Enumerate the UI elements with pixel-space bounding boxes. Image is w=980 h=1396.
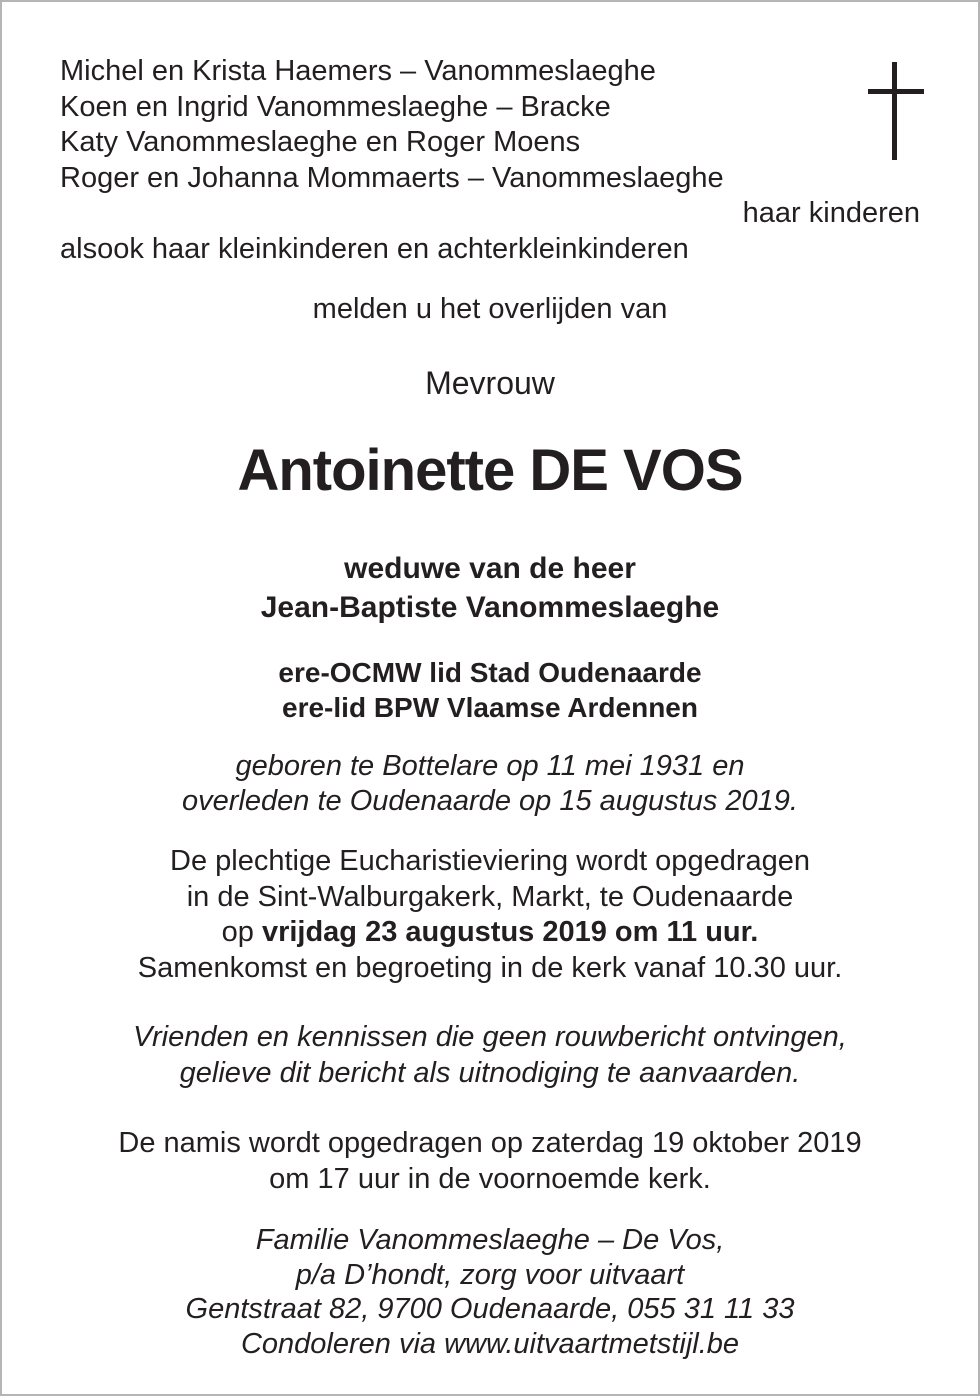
service-date-prefix: op — [221, 916, 262, 948]
family-member-line: Katy Vanommeslaeghe en Roger Moens — [60, 126, 581, 158]
service-location: in de Sint-Walburgakerk, Markt, te Oudenaarde — [186, 880, 794, 913]
announcement-text: melden u het overlijden van — [312, 293, 668, 325]
family-list — [60, 54, 920, 267]
gathering-line: Samenkomst en begroeting in de kerk vanaf 10.30 uur. — [137, 951, 843, 984]
family-member-line: Michel en Krista Haemers – Vanommeslaeghe — [60, 55, 656, 87]
honor-line: ere-OCMW lid Stad Oudenaarde — [278, 657, 702, 688]
widow-block — [2, 549, 978, 627]
title-prefix: Mevrouw — [425, 365, 555, 401]
invitation-line: gelieve dit bericht als uitnodiging te aanvaarden. — [179, 1056, 801, 1089]
invitation-note — [2, 1020, 978, 1091]
family-relation: haar kinderen — [742, 197, 920, 229]
namis-line: De namis wordt opgedragen op zaterdag 19 oktober 2019 — [118, 1127, 862, 1159]
honors-block — [2, 655, 978, 725]
invitation-line: Vrienden en kennissen die geen rouwbericht ontvingen, — [133, 1021, 847, 1053]
contact-block — [2, 1223, 978, 1361]
birth-line: geboren te Bottelare op 11 mei 1931 en — [235, 750, 745, 782]
family-member-line: Roger en Johanna Mommaerts – Vanommeslaeghe — [60, 161, 724, 194]
namis-line: om 17 uur in de voornoemde kerk. — [269, 1162, 711, 1195]
funeral-service — [2, 844, 978, 986]
contact-address: Gentstraat 82, 9700 Oudenaarde, 055 31 11 33 — [185, 1293, 795, 1325]
namis-note — [2, 1126, 978, 1197]
grandchildren-line: alsook haar kleinkinderen en achterkleinkinderen — [60, 232, 689, 265]
service-date-line — [2, 915, 978, 951]
death-line: overleden te Oudenaarde op 15 augustus 2019. — [182, 785, 798, 817]
condolence-link: Condoleren via www.uitvaartmetstijl.be — [240, 1327, 740, 1360]
deceased-name: Antoinette DE VOS — [237, 438, 743, 503]
widow-line: weduwe van de heer — [344, 552, 636, 585]
spouse-name: Jean-Baptiste Vanommeslaeghe — [260, 591, 720, 624]
service-line: De plechtige Eucharistieviering wordt opgedragen — [170, 845, 810, 877]
life-dates — [2, 749, 978, 819]
contact-undertaker: p/a D’hondt, zorg voor uitvaart — [295, 1258, 685, 1291]
contact-family: Familie Vanommeslaeghe – De Vos, — [255, 1224, 725, 1256]
family-member-line: Koen en Ingrid Vanommeslaeghe – Bracke — [60, 90, 611, 123]
honor-line: ere-lid BPW Vlaamse Ardennen — [282, 692, 698, 723]
service-date: vrijdag 23 augustus 2019 om 11 uur. — [261, 916, 759, 948]
cross-icon — [868, 62, 924, 160]
